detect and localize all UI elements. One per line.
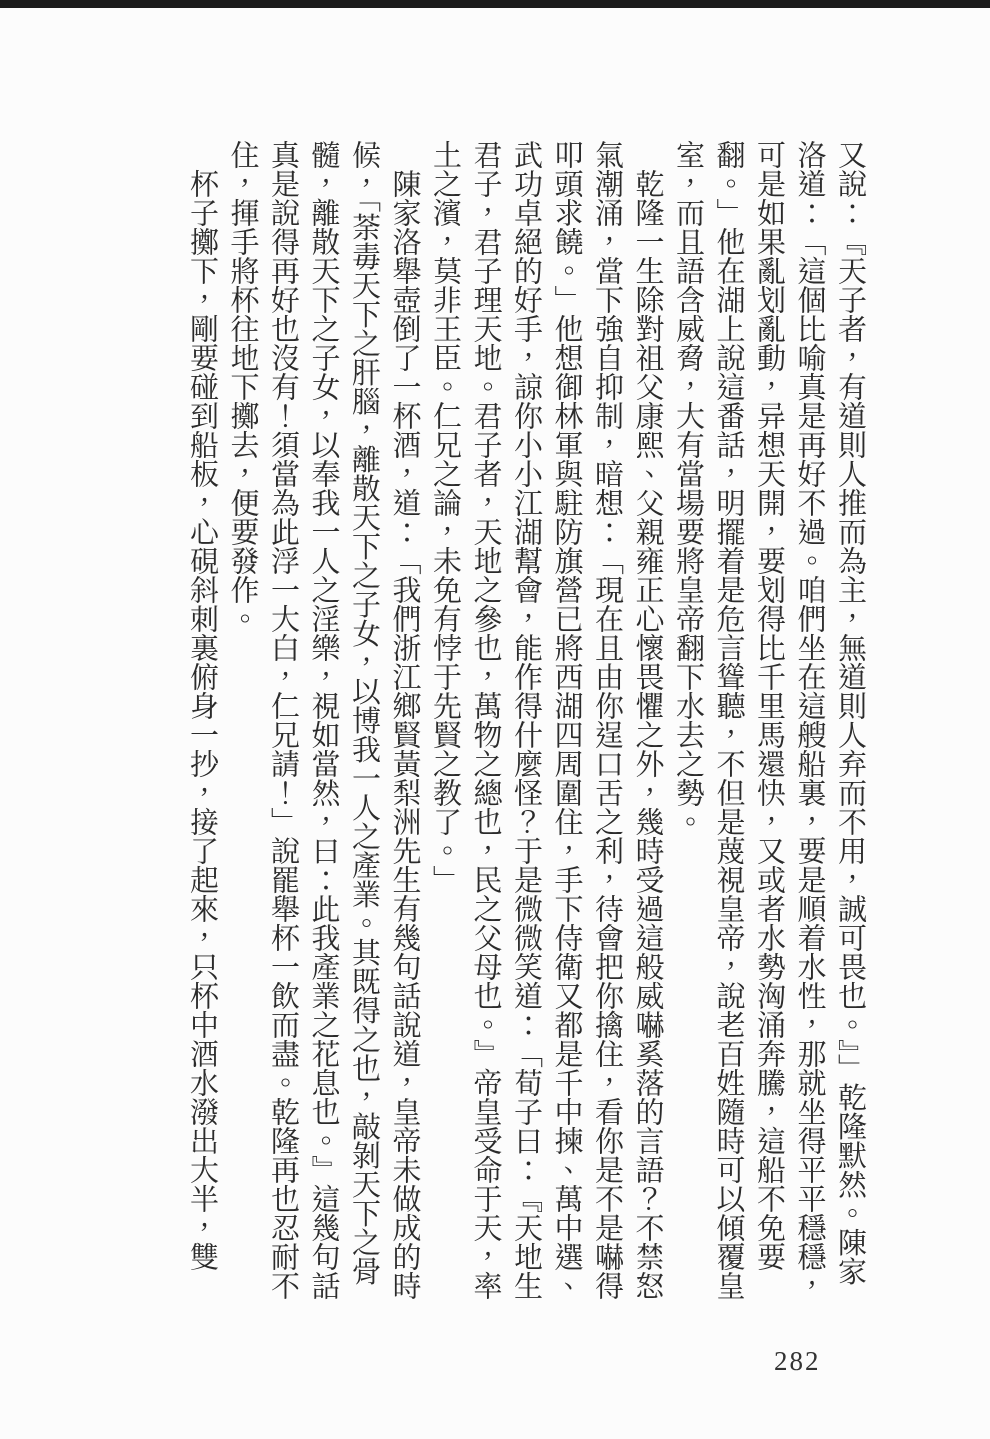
- paragraph-2: 乾隆一生除對祖父康熙、父親雍正心懷畏懼之外，幾時受過這般威嚇奚落的言語？不禁怒氣潮涌，當下強自抑制，暗想：「現在且由你逞口舌之利，待會把你擒住，看你是不是嚇得叩頭求饒。」他想御林軍與駐防旗營已將西湖四周圍住，手下侍衛又都是千中揀、萬中選、武功卓絕的好手，諒你小小江湖幫會，能作得什麼怪？于是微微笑道：「荀子曰：『天地生君子，君子理天地。君子者，天地之參也，萬物之總也，民之父母也。』帝皇受命于天，率土之濱，莫非王臣。仁兄之論，未免有悖于先賢之教了。」: [429, 140, 664, 1300]
- page-number: 282: [774, 1346, 821, 1376]
- scan-edge-artifact: [0, 0, 990, 8]
- paragraph-1: 又說：『天子者，有道則人推而為主，無道則人弃而不用，誠可畏也。』」乾隆默然。陳家洛道：「這個比喻真是再好不過。咱們坐在這艘船裏，要是順着水性，那就坐得平平穩穩，可是如果亂划亂動，异想天開，要划得比千里馬還快，又或者水勢洶涌奔騰，這船不免要翻。」他在湖上說這番話，明擺着是危言聳聽，不但是蔑視皇帝，說老百姓隨時可以傾覆皇室，而且語含威脅，大有當場要將皇帝翻下水去之勢。: [672, 140, 866, 1300]
- paragraph-3: 陳家洛舉壺倒了一杯酒，道：「我們浙江鄉賢黃梨洲先生有幾句話說道，皇帝未做成的時候，「荼毒天下之肝腦，離散天下之子女，以博我一人之產業。其既得之也，敲剝天下之骨髓，離散天下之子女，以奉我一人之淫樂，視如當然，曰：此我產業之花息也。』這幾句話真是說得再好也沒有！須當為此浮一大白，仁兄請！」說罷舉杯一飲而盡。乾隆再也忍耐不住，揮手將杯往地下擲去，便要發作。: [226, 140, 421, 1300]
- vertical-text-block: [176, 140, 870, 1310]
- paragraph-4: 杯子擲下，剛要碰到船板，心硯斜刺裏俯身一抄，接了起來，只杯中酒水潑出大半，雙: [186, 169, 218, 1271]
